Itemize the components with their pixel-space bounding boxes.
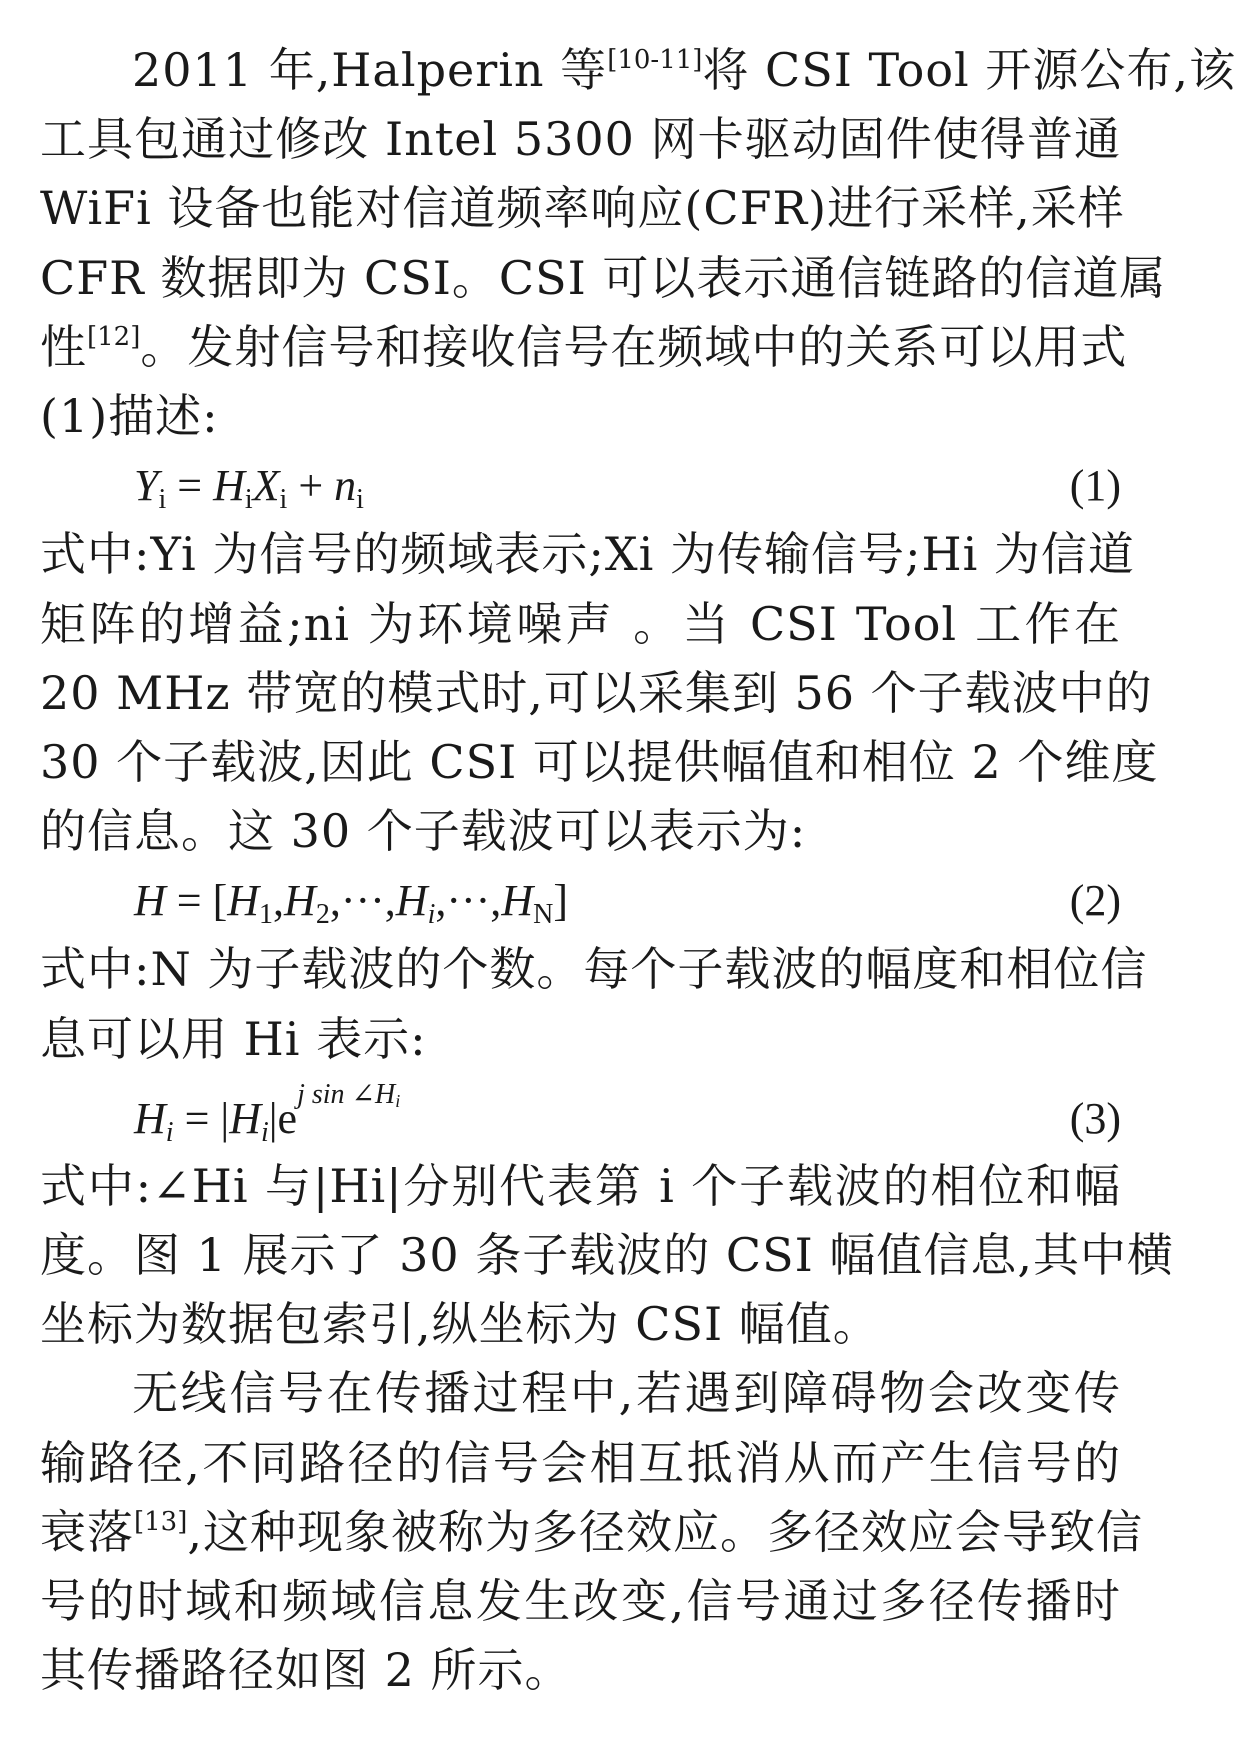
text-segment: 性 [40,319,87,374]
citation-ref: [13] [134,1506,188,1537]
citation-ref: [12] [87,321,141,352]
paragraph-1-line-4: CFR 数据即为 CSI。CSI 可以表示通信链路的信道属 [40,250,1167,305]
paragraph-2-line-4: 30 个子载波,因此 CSI 可以提供幅值和相位 2 个维度 [40,734,1159,789]
equation-3 [40,1074,1121,1152]
paragraph-2-line-5: 的信息。这 30 个子载波可以表示为: [40,804,807,859]
text-segment: 将 CSI Tool 开源公布,该 [702,43,1236,97]
paragraph-3-line-1: 式中:N 为子载波的个数。每个子载波的幅度和相位信 [40,942,1148,997]
paragraph-1-line-6: (1)描述: [40,388,219,443]
paragraph-5-line-3 [40,1498,1143,1567]
paragraph-1-line-1 [40,36,1236,105]
equation-3-number: (3) [1069,1093,1121,1143]
equation-3-formula: $Hi = |Hi|e^{j sin \angle Hi}$ [134,1078,401,1148]
paragraph-4-line-3: 坐标为数据包索引,纵坐标为 CSI 幅值。 [40,1297,880,1352]
equation-2-formula: H = [H1,H2,···,Hi,···,HN] [134,876,568,931]
equation-2 [40,866,1121,935]
paragraph-5-line-5: 其传播路径如图 2 所示。 [40,1643,572,1698]
equation-2-number: (2) [1069,876,1121,926]
paragraph-3-line-2: 息可以用 Hi 表示: [40,1011,427,1066]
paragraph-5-line-4: 号的时域和频域信息发生改变,信号通过多径传播时 [40,1573,1121,1628]
paragraph-2-line-1: 式中:Yi 为信号的频域表示;Xi 为传输信号;Hi 为信道 [40,527,1135,582]
paragraph-5-line-2: 输路径,不同路径的信号会相互抵消从而产生信号的 [40,1435,1121,1490]
exponent: j sin ∠Hi [297,1078,401,1111]
paragraph-2-line-3: 20 MHz 带宽的模式时,可以采集到 56 个子载波中的 [40,665,1153,720]
paragraph-1-line-2: 工具包通过修改 Intel 5300 网卡驱动固件使得普通 [40,112,1121,167]
paragraph-1-line-5 [40,313,1128,382]
text-segment: 。发射信号和接收信号在频域中的关系可以用式 [140,319,1128,374]
paragraph-4-line-2: 度。图 1 展示了 30 条子载波的 CSI 幅值信息,其中横 [40,1228,1175,1282]
equation-1 [40,451,1121,520]
equation-1-number: (1) [1069,461,1121,511]
equation-1-formula: Yi = HiXi + ni [134,461,364,516]
paragraph-5-line-1: 无线信号在传播过程中,若遇到障碍物会改变传 [132,1366,1121,1421]
paragraph-4-line-1: 式中:∠Hi 与|Hi|分别代表第 i 个子载波的相位和幅 [40,1158,1121,1213]
paragraph-1-line-3: WiFi 设备也能对信道频率响应(CFR)进行采样,采样 [40,181,1125,236]
text-segment: ,这种现象被称为多径效应。多径效应会导致信 [187,1504,1143,1559]
paragraph-2-line-2: 矩阵的增益;ni 为环境噪声 。当 CSI Tool 工作在 [40,596,1121,651]
text-segment: 衰落 [40,1504,134,1559]
citation-ref: [10-11] [607,45,703,75]
text-segment: 2011 年,Halperin 等 [132,43,608,97]
